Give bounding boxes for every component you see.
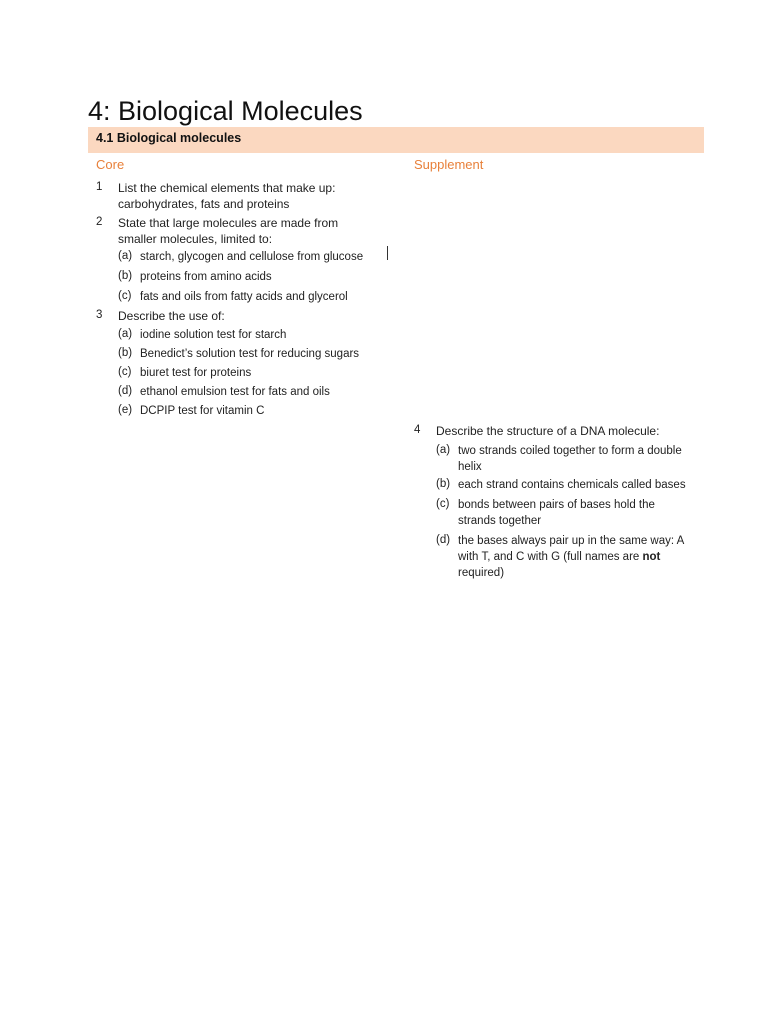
- core-subitem-letter: (c): [118, 366, 132, 378]
- supplement-subitem-text: two strands coiled together to form a double helix: [458, 445, 682, 473]
- cursor-mark: [387, 246, 388, 260]
- core-subitem-letter: (e): [118, 404, 133, 416]
- core-subitem-letter: (a): [118, 250, 133, 262]
- supplement-column-heading: Supplement: [414, 157, 484, 172]
- section-bar: [88, 127, 704, 153]
- core-subitem-text: iodine solution test for starch: [140, 329, 287, 341]
- core-subitem-text: fats and oils from fatty acids and glycerol: [140, 291, 348, 303]
- supplement-subitem-text: [458, 533, 694, 581]
- core-item-text: Describe the use of:: [118, 309, 225, 323]
- core-subitem-letter: (b): [118, 270, 133, 282]
- core-subitem-text: proteins from amino acids: [140, 271, 272, 283]
- section-heading: 4.1 Biological molecules: [96, 131, 242, 145]
- supplement-subitem-letter: (d): [436, 534, 451, 546]
- core-item-number: 2: [96, 216, 103, 228]
- core-item-number: 3: [96, 309, 103, 321]
- core-item-number: 1: [96, 181, 103, 193]
- dna-pairing-text-end: required): [458, 567, 505, 579]
- core-subitem-text: DCPIP test for vitamin C: [140, 405, 265, 417]
- core-subitem-letter: (d): [118, 385, 133, 397]
- supplement-subitem-letter: (a): [436, 444, 451, 456]
- supplement-item-number: 4: [414, 424, 421, 436]
- supplement-subitem-text: each strand contains chemicals called bases: [458, 479, 686, 491]
- core-subitem-text: Benedict’s solution test for reducing sugars: [140, 348, 360, 360]
- supplement-subitem-text: bonds between pairs of bases hold the strands together: [458, 499, 655, 527]
- core-subitem-letter: (c): [118, 290, 132, 302]
- supplement-subitem-letter: (c): [436, 498, 450, 510]
- core-item-text: List the chemical elements that make up: carbohydrates, fats and proteins: [118, 181, 336, 211]
- core-item-text: State that large molecules are made from smaller molecules, limited to:: [118, 216, 339, 246]
- core-subitem-text: starch, glycogen and cellulose from glucose: [140, 251, 364, 263]
- dna-pairing-text: the bases always pair up in the same way: A with T, and C with G (full names are: [458, 535, 684, 563]
- core-subitem-text: ethanol emulsion test for fats and oils: [140, 386, 330, 398]
- supplement-subitem-letter: (b): [436, 478, 451, 490]
- core-column-heading: Core: [96, 157, 125, 172]
- core-subitem-text: biuret test for proteins: [140, 367, 252, 379]
- core-subitem-letter: (b): [118, 347, 133, 359]
- core-subitem-letter: (a): [118, 328, 133, 340]
- page-title: 4: Biological Molecules: [88, 96, 363, 126]
- supplement-item-text: Describe the structure of a DNA molecule:: [436, 424, 660, 438]
- dna-pairing-emphasis: not: [642, 551, 661, 563]
